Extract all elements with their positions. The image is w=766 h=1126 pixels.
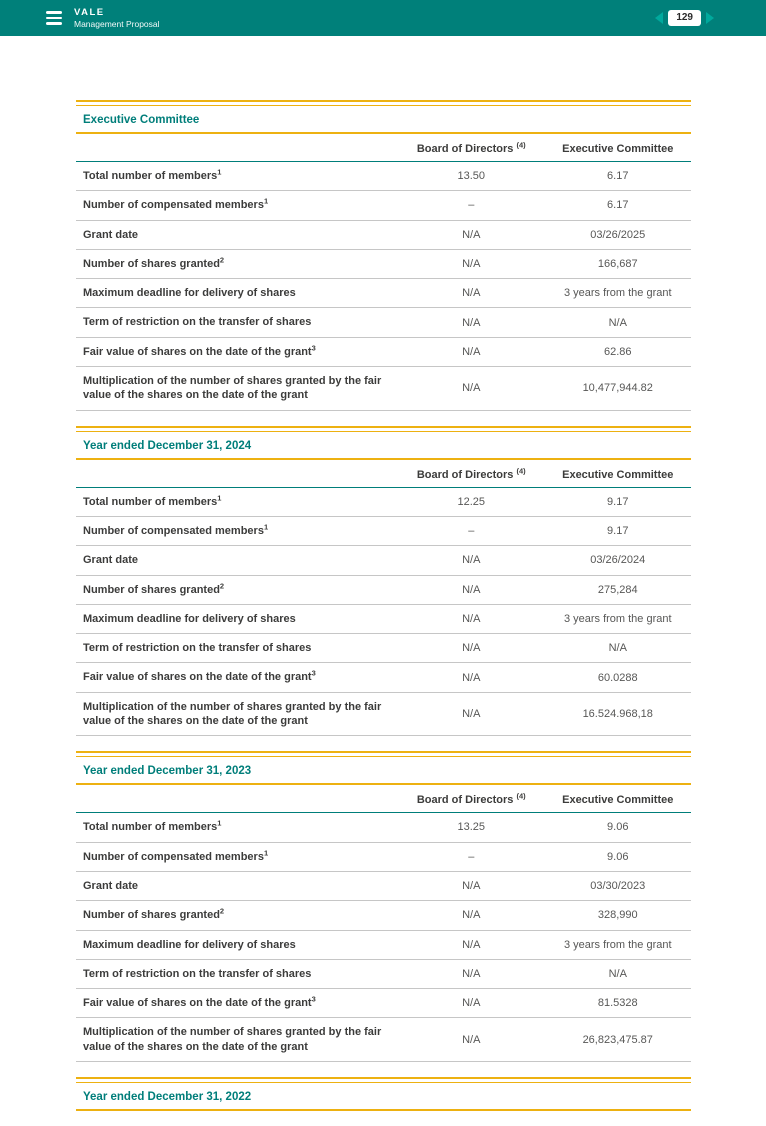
table-row — [76, 634, 691, 663]
top-bar — [0, 0, 766, 36]
board-value: 12.25 — [398, 487, 545, 516]
brand-area — [44, 7, 160, 29]
exec-value: 60.0288 — [545, 663, 692, 692]
exec-value: 3 years from the grant — [545, 604, 692, 633]
exec-value: 328,990 — [545, 901, 692, 930]
compensation-table — [76, 785, 691, 1062]
row-label: Number of shares granted$^2$ — [76, 575, 398, 604]
row-label: Number of shares granted$^2$ — [76, 249, 398, 278]
exec-value: 26,823,475.87 — [545, 1018, 692, 1062]
board-value: N/A — [398, 871, 545, 900]
exec-value: 6.17 — [545, 162, 692, 191]
table-row — [76, 575, 691, 604]
exec-value: N/A — [545, 308, 692, 337]
exec-value: 9.17 — [545, 487, 692, 516]
row-label: Multiplication of the number of shares granted by the fair value of the shares on the date of the grant — [76, 1018, 398, 1062]
board-value: – — [398, 191, 545, 220]
exec-value: 3 years from the grant — [545, 930, 692, 959]
board-value: – — [398, 842, 545, 871]
exec-value: N/A — [545, 634, 692, 663]
table-row — [76, 220, 691, 249]
row-label: Grant date — [76, 546, 398, 575]
column-header-empty — [76, 785, 398, 813]
exec-value: 275,284 — [545, 575, 692, 604]
exec-value: 10,477,944.82 — [545, 367, 692, 411]
row-label: Total number of members$^1$ — [76, 813, 398, 842]
exec-value: 9.06 — [545, 842, 692, 871]
column-header-board: Board of Directors $^{(4)}$ — [398, 460, 545, 488]
row-label: Number of shares granted$^2$ — [76, 901, 398, 930]
board-value: – — [398, 516, 545, 545]
table-row — [76, 367, 691, 411]
board-value: N/A — [398, 279, 545, 308]
row-label: Multiplication of the number of shares granted by the fair value of the shares on the date of the grant — [76, 367, 398, 411]
section-title: Year ended December 31, 2024 — [76, 432, 691, 460]
row-label: Term of restriction on the transfer of shares — [76, 634, 398, 663]
table-row — [76, 604, 691, 633]
table-row — [76, 989, 691, 1018]
table-row — [76, 871, 691, 900]
board-value: N/A — [398, 220, 545, 249]
table-row — [76, 162, 691, 191]
table-section — [76, 426, 691, 737]
row-label: Total number of members$^1$ — [76, 162, 398, 191]
brand-logo: VALE — [74, 7, 105, 18]
table-section — [76, 1077, 691, 1111]
board-value: N/A — [398, 1018, 545, 1062]
section-title: Year ended December 31, 2022 — [76, 1083, 691, 1111]
table-section — [76, 751, 691, 1062]
board-value: N/A — [398, 901, 545, 930]
column-header-empty — [76, 460, 398, 488]
page-navigation — [655, 10, 714, 26]
row-label: Maximum deadline for delivery of shares — [76, 279, 398, 308]
table-row — [76, 813, 691, 842]
section-title: Executive Committee — [76, 106, 691, 134]
row-label: Multiplication of the number of shares granted by the fair value of the shares on the date of the grant — [76, 692, 398, 736]
row-label: Number of compensated members$^1$ — [76, 191, 398, 220]
exec-value: N/A — [545, 959, 692, 988]
exec-value: 81.5328 — [545, 989, 692, 1018]
table-row — [76, 249, 691, 278]
compensation-table — [76, 134, 691, 411]
column-header-board: Board of Directors $^{(4)}$ — [398, 785, 545, 813]
row-label: Total number of members$^1$ — [76, 487, 398, 516]
row-label: Grant date — [76, 220, 398, 249]
next-page-icon[interactable] — [706, 12, 714, 24]
row-label: Fair value of shares on the date of the grant$^3$ — [76, 337, 398, 366]
prev-page-icon[interactable] — [655, 12, 663, 24]
board-value: N/A — [398, 249, 545, 278]
document-title: Management Proposal — [74, 19, 160, 29]
row-label: Term of restriction on the transfer of shares — [76, 959, 398, 988]
table-row — [76, 546, 691, 575]
board-value: N/A — [398, 692, 545, 736]
board-value: N/A — [398, 604, 545, 633]
row-label: Maximum deadline for delivery of shares — [76, 604, 398, 633]
hamburger-menu-icon[interactable] — [44, 9, 64, 27]
board-value: N/A — [398, 959, 545, 988]
row-label: Fair value of shares on the date of the grant$^3$ — [76, 989, 398, 1018]
board-value: N/A — [398, 575, 545, 604]
board-value: N/A — [398, 337, 545, 366]
table-row — [76, 279, 691, 308]
exec-value: 6.17 — [545, 191, 692, 220]
table-section — [76, 100, 691, 411]
table-header-row — [76, 785, 691, 813]
board-value: N/A — [398, 930, 545, 959]
exec-value: 9.17 — [545, 516, 692, 545]
board-value: N/A — [398, 546, 545, 575]
board-value: N/A — [398, 634, 545, 663]
column-header-exec: Executive Committee — [545, 785, 692, 813]
exec-value: 03/26/2025 — [545, 220, 692, 249]
exec-value: 3 years from the grant — [545, 279, 692, 308]
column-header-board: Board of Directors $^{(4)}$ — [398, 134, 545, 162]
exec-value: 62.86 — [545, 337, 692, 366]
row-label: Grant date — [76, 871, 398, 900]
exec-value: 9.06 — [545, 813, 692, 842]
table-row — [76, 1018, 691, 1062]
board-value: N/A — [398, 308, 545, 337]
board-value: N/A — [398, 989, 545, 1018]
row-label: Fair value of shares on the date of the grant$^3$ — [76, 663, 398, 692]
brand-block — [74, 7, 160, 29]
table-row — [76, 959, 691, 988]
table-header-row — [76, 134, 691, 162]
row-label: Number of compensated members$^1$ — [76, 842, 398, 871]
table-row — [76, 930, 691, 959]
row-label: Maximum deadline for delivery of shares — [76, 930, 398, 959]
table-row — [76, 663, 691, 692]
document-page — [76, 100, 691, 1111]
table-row — [76, 692, 691, 736]
column-header-empty — [76, 134, 398, 162]
sections-container — [76, 100, 691, 1111]
exec-value: 16.524.968,18 — [545, 692, 692, 736]
row-label: Number of compensated members$^1$ — [76, 516, 398, 545]
column-header-exec: Executive Committee — [545, 460, 692, 488]
board-value: 13.50 — [398, 162, 545, 191]
table-row — [76, 842, 691, 871]
exec-value: 03/30/2023 — [545, 871, 692, 900]
table-header-row — [76, 460, 691, 488]
page-number: 129 — [668, 10, 701, 26]
column-header-exec: Executive Committee — [545, 134, 692, 162]
table-row — [76, 191, 691, 220]
exec-value: 03/26/2024 — [545, 546, 692, 575]
table-row — [76, 487, 691, 516]
table-row — [76, 337, 691, 366]
board-value: N/A — [398, 663, 545, 692]
exec-value: 166,687 — [545, 249, 692, 278]
compensation-table — [76, 460, 691, 737]
section-title: Year ended December 31, 2023 — [76, 757, 691, 785]
table-row — [76, 308, 691, 337]
table-row — [76, 516, 691, 545]
board-value: 13.25 — [398, 813, 545, 842]
table-row — [76, 901, 691, 930]
board-value: N/A — [398, 367, 545, 411]
row-label: Term of restriction on the transfer of shares — [76, 308, 398, 337]
